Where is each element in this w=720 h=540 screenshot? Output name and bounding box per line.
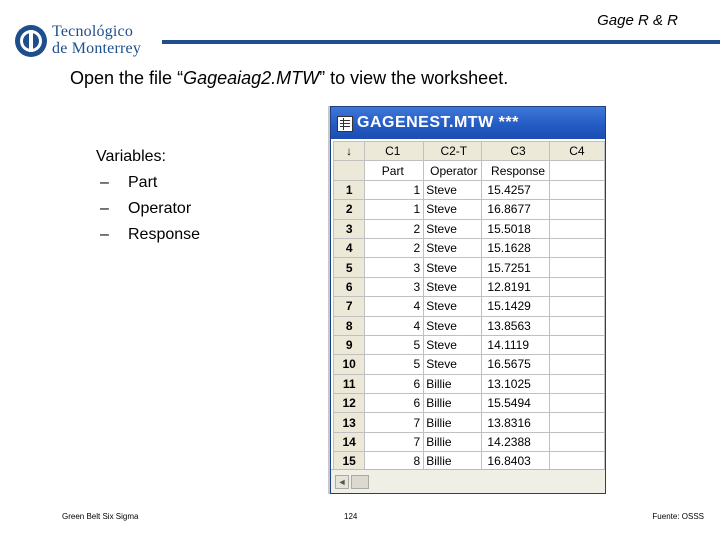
worksheet-grid [333,141,605,472]
row-number[interactable]: 9 [334,335,365,354]
footer-course: Green Belt Six Sigma [62,512,139,521]
page-number: 124 [344,512,358,521]
table-row [334,238,605,257]
logo-wordmark [52,23,141,57]
c4-cell[interactable] [549,355,604,374]
c4-cell[interactable] [549,297,604,316]
column-header[interactable]: C4 [549,142,604,161]
instruction-text [70,68,508,89]
row-number[interactable]: 2 [334,200,365,219]
operator-cell[interactable]: Billie [424,413,482,432]
part-cell[interactable]: 6 [365,394,424,413]
c4-cell[interactable] [549,200,604,219]
row-number[interactable]: 7 [334,297,365,316]
row-number[interactable]: 10 [334,355,365,374]
c4-cell[interactable] [549,413,604,432]
response-cell[interactable]: 15.4257 [482,180,549,199]
operator-cell[interactable]: Billie [424,374,482,393]
operator-cell[interactable]: Steve [424,200,482,219]
column-name-cell[interactable]: Response [482,161,549,180]
table-row [334,200,605,219]
response-cell[interactable]: 14.2388 [482,432,549,451]
instruction-prefix: Open the file “ [70,68,184,88]
variables-heading: Variables: [96,148,166,165]
table-row [334,219,605,238]
row-number[interactable]: 11 [334,374,365,393]
response-cell[interactable]: 15.1628 [482,238,549,257]
table-row [334,316,605,335]
response-cell[interactable]: 15.1429 [482,297,549,316]
c4-cell[interactable] [549,316,604,335]
table-row [334,297,605,316]
operator-cell[interactable]: Steve [424,219,482,238]
variable-label: Operator [128,200,192,217]
part-cell[interactable]: 7 [365,432,424,451]
variable-item [96,222,200,248]
row-number[interactable]: 15 [334,452,365,471]
column-header[interactable]: C3 [482,142,549,161]
operator-cell[interactable]: Steve [424,180,482,199]
table-row [334,432,605,451]
operator-cell[interactable]: Steve [424,316,482,335]
part-cell[interactable]: 2 [365,238,424,257]
c4-cell[interactable] [549,180,604,199]
part-cell[interactable]: 1 [365,180,424,199]
worksheet-icon [337,116,353,132]
part-cell[interactable]: 6 [365,374,424,393]
table-row [334,258,605,277]
tec-emblem-icon [14,24,48,58]
operator-cell[interactable]: Steve [424,335,482,354]
table-row [334,180,605,199]
column-name-cell[interactable]: Part [365,161,424,180]
operator-cell[interactable]: Steve [424,258,482,277]
scroll-left-icon[interactable]: ◄ [335,475,349,489]
part-cell[interactable]: 3 [365,258,424,277]
logo-line-2: de Monterrey [52,40,142,57]
part-cell[interactable]: 3 [365,277,424,296]
part-cell[interactable]: 2 [365,219,424,238]
response-cell[interactable]: 13.8563 [482,316,549,335]
c4-cell[interactable] [549,374,604,393]
row-number[interactable]: 13 [334,413,365,432]
bullet-dash: – [100,174,109,191]
operator-cell[interactable]: Billie [424,394,482,413]
operator-cell[interactable]: Steve [424,238,482,257]
instruction-filename: Gageaiag2.MTW [183,68,320,88]
variable-label: Part [128,174,158,191]
row-number[interactable]: 8 [334,316,365,335]
c4-cell[interactable] [549,277,604,296]
response-cell[interactable]: 15.5494 [482,394,549,413]
bullet-dash: – [100,200,109,217]
part-cell[interactable]: 4 [365,316,424,335]
operator-cell[interactable]: Steve [424,297,482,316]
table-row [334,355,605,374]
worksheet-window[interactable] [330,106,606,494]
variable-item [96,170,200,196]
c4-cell[interactable] [549,335,604,354]
part-cell[interactable]: 5 [365,355,424,374]
row-header-blank [334,161,365,180]
scrollbar-thumb[interactable] [351,475,369,489]
response-cell[interactable]: 13.8316 [482,413,549,432]
table-row [334,374,605,393]
row-number[interactable]: 5 [334,258,365,277]
column-header-row [334,142,605,161]
response-cell[interactable]: 16.5675 [482,355,549,374]
response-cell[interactable]: 15.5018 [482,219,549,238]
response-cell[interactable]: 16.8677 [482,200,549,219]
row-number[interactable]: 6 [334,277,365,296]
part-cell[interactable]: 5 [365,335,424,354]
row-number[interactable]: 1 [334,180,365,199]
c4-cell[interactable] [549,219,604,238]
tec-logo [14,22,164,62]
header-divider [162,40,720,44]
column-name-cell[interactable] [549,161,604,180]
row-number[interactable]: 4 [334,238,365,257]
operator-cell[interactable]: Steve [424,277,482,296]
variables-list [96,148,200,248]
column-name-cell[interactable]: Operator [424,161,482,180]
variable-item [96,196,200,222]
c4-cell[interactable] [549,238,604,257]
page-title: Gage R & R [597,12,678,29]
instruction-suffix: ” to view the worksheet. [319,68,509,88]
bullet-dash: – [100,226,109,243]
worksheet-title: GAGENEST.MTW *** [357,114,519,131]
response-cell[interactable]: 15.7251 [482,258,549,277]
table-row [334,335,605,354]
part-cell[interactable]: 4 [365,297,424,316]
c4-cell[interactable] [549,432,604,451]
part-cell[interactable]: 8 [365,452,424,471]
footer-source: Fuente: OSSS [652,512,704,521]
c4-cell[interactable] [549,258,604,277]
response-cell[interactable]: 12.8191 [482,277,549,296]
row-number[interactable]: 14 [334,432,365,451]
response-cell[interactable]: 16.8403 [482,452,549,471]
response-cell[interactable]: 14.1119 [482,335,549,354]
table-row [334,277,605,296]
data-direction-arrow-icon[interactable]: ↓ [334,142,365,161]
operator-cell[interactable]: Billie [424,452,482,471]
row-number[interactable]: 3 [334,219,365,238]
variable-label: Response [128,226,201,243]
part-cell[interactable]: 7 [365,413,424,432]
response-cell[interactable]: 13.1025 [482,374,549,393]
horizontal-scrollbar[interactable] [331,469,605,494]
column-header[interactable]: C1 [365,142,424,161]
worksheet-titlebar[interactable] [331,107,605,139]
table-row [334,394,605,413]
column-name-row [334,161,605,180]
column-header[interactable]: C2-T [424,142,482,161]
c4-cell[interactable] [549,394,604,413]
operator-cell[interactable]: Billie [424,432,482,451]
part-cell[interactable]: 1 [365,200,424,219]
table-row [334,413,605,432]
operator-cell[interactable]: Steve [424,355,482,374]
logo-line-1: Tecnológico [52,23,134,40]
row-number[interactable]: 12 [334,394,365,413]
